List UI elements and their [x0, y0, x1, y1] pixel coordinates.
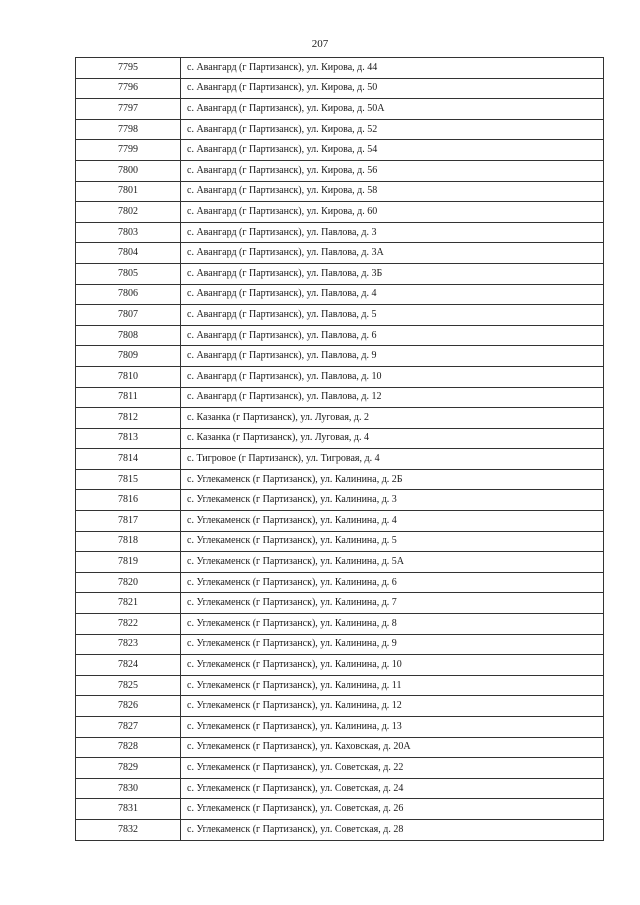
row-number-cell: 7828	[76, 737, 181, 758]
table-row	[76, 243, 604, 264]
row-number-cell: 7823	[76, 634, 181, 655]
row-number-cell: 7826	[76, 696, 181, 717]
address-cell: с. Казанка (г Партизанск), ул. Луговая, д. 4	[181, 428, 604, 449]
row-number-cell: 7820	[76, 572, 181, 593]
row-number-cell: 7822	[76, 614, 181, 635]
table-row	[76, 511, 604, 532]
row-number-cell: 7814	[76, 449, 181, 470]
address-cell: с. Авангард (г Партизанск), ул. Кирова, д. 52	[181, 119, 604, 140]
table-row	[76, 78, 604, 99]
address-cell: с. Авангард (г Партизанск), ул. Кирова, д. 56	[181, 160, 604, 181]
address-cell: с. Авангард (г Партизанск), ул. Павлова, д. 5	[181, 305, 604, 326]
table-row	[76, 469, 604, 490]
table-row	[76, 263, 604, 284]
page-number: 207	[311, 38, 329, 50]
row-number-cell: 7809	[76, 346, 181, 367]
row-number-cell: 7797	[76, 99, 181, 120]
address-cell: с. Углекаменск (г Партизанск), ул. Калинина, д. 8	[181, 614, 604, 635]
table-row	[76, 552, 604, 573]
row-number-cell: 7798	[76, 119, 181, 140]
row-number-cell: 7832	[76, 819, 181, 840]
table-row	[76, 778, 604, 799]
row-number-cell: 7813	[76, 428, 181, 449]
address-cell: с. Авангард (г Партизанск), ул. Кирова, д. 54	[181, 140, 604, 161]
address-cell: с. Авангард (г Партизанск), ул. Кирова, д. 50	[181, 78, 604, 99]
row-number-cell: 7803	[76, 222, 181, 243]
address-cell: с. Углекаменск (г Партизанск), ул. Калинина, д. 5А	[181, 552, 604, 573]
row-number-cell: 7808	[76, 325, 181, 346]
address-cell: с. Казанка (г Партизанск), ул. Луговая, д. 2	[181, 408, 604, 429]
address-cell: с. Авангард (г Партизанск), ул. Кирова, д. 50А	[181, 99, 604, 120]
row-number-cell: 7806	[76, 284, 181, 305]
address-cell: с. Тигровое (г Партизанск), ул. Тигровая, д. 4	[181, 449, 604, 470]
row-number-cell: 7827	[76, 717, 181, 738]
table-row	[76, 819, 604, 840]
address-cell: с. Углекаменск (г Партизанск), ул. Советская, д. 26	[181, 799, 604, 820]
address-cell: с. Авангард (г Партизанск), ул. Павлова, д. 3	[181, 222, 604, 243]
address-cell: с. Авангард (г Партизанск), ул. Павлова, д. 4	[181, 284, 604, 305]
table-row	[76, 717, 604, 738]
row-number-cell: 7810	[76, 366, 181, 387]
row-number-cell: 7801	[76, 181, 181, 202]
table-row	[76, 119, 604, 140]
row-number-cell: 7804	[76, 243, 181, 264]
row-number-cell: 7815	[76, 469, 181, 490]
address-cell: с. Углекаменск (г Партизанск), ул. Калинина, д. 7	[181, 593, 604, 614]
table-row	[76, 531, 604, 552]
address-cell: с. Углекаменск (г Партизанск), ул. Калинина, д. 2Б	[181, 469, 604, 490]
table-row	[76, 202, 604, 223]
table-row	[76, 284, 604, 305]
table-row	[76, 799, 604, 820]
row-number-cell: 7796	[76, 78, 181, 99]
row-number-cell: 7800	[76, 160, 181, 181]
address-cell: с. Авангард (г Партизанск), ул. Павлова, д. 6	[181, 325, 604, 346]
address-cell: с. Углекаменск (г Партизанск), ул. Калинина, д. 13	[181, 717, 604, 738]
address-cell: с. Углекаменск (г Партизанск), ул. Советская, д. 28	[181, 819, 604, 840]
address-cell: с. Углекаменск (г Партизанск), ул. Калинина, д. 4	[181, 511, 604, 532]
row-number-cell: 7825	[76, 675, 181, 696]
row-number-cell: 7830	[76, 778, 181, 799]
table-row	[76, 696, 604, 717]
table-row	[76, 593, 604, 614]
address-cell: с. Авангард (г Партизанск), ул. Павлова, д. 10	[181, 366, 604, 387]
address-cell: с. Углекаменск (г Партизанск), ул. Советская, д. 22	[181, 758, 604, 779]
row-number-cell: 7831	[76, 799, 181, 820]
table-row	[76, 160, 604, 181]
table-row	[76, 614, 604, 635]
row-number-cell: 7812	[76, 408, 181, 429]
address-cell: с. Авангард (г Партизанск), ул. Павлова, д. 12	[181, 387, 604, 408]
address-cell: с. Авангард (г Партизанск), ул. Павлова, д. 3А	[181, 243, 604, 264]
address-cell: с. Углекаменск (г Партизанск), ул. Каховская, д. 20А	[181, 737, 604, 758]
row-number-cell: 7807	[76, 305, 181, 326]
address-cell: с. Углекаменск (г Партизанск), ул. Калинина, д. 3	[181, 490, 604, 511]
table-row	[76, 408, 604, 429]
row-number-cell: 7795	[76, 58, 181, 79]
row-number-cell: 7824	[76, 655, 181, 676]
row-number-cell: 7817	[76, 511, 181, 532]
table-row	[76, 655, 604, 676]
table-row	[76, 387, 604, 408]
row-number-cell: 7829	[76, 758, 181, 779]
table-row	[76, 428, 604, 449]
table-row	[76, 325, 604, 346]
address-cell: с. Углекаменск (г Партизанск), ул. Советская, д. 24	[181, 778, 604, 799]
table-row	[76, 140, 604, 161]
table-row	[76, 58, 604, 79]
table-row	[76, 737, 604, 758]
table-row	[76, 222, 604, 243]
table-row	[76, 490, 604, 511]
row-number-cell: 7816	[76, 490, 181, 511]
row-number-cell: 7802	[76, 202, 181, 223]
table-row	[76, 99, 604, 120]
address-cell: с. Авангард (г Партизанск), ул. Павлова, д. 9	[181, 346, 604, 367]
row-number-cell: 7811	[76, 387, 181, 408]
row-number-cell: 7799	[76, 140, 181, 161]
address-cell: с. Углекаменск (г Партизанск), ул. Калинина, д. 11	[181, 675, 604, 696]
table-row	[76, 305, 604, 326]
table-row	[76, 366, 604, 387]
table-row	[76, 181, 604, 202]
address-cell: с. Углекаменск (г Партизанск), ул. Калинина, д. 5	[181, 531, 604, 552]
table-row	[76, 346, 604, 367]
address-table-body	[76, 58, 604, 841]
table-row	[76, 572, 604, 593]
table-row	[76, 634, 604, 655]
address-cell: с. Авангард (г Партизанск), ул. Кирова, д. 60	[181, 202, 604, 223]
address-cell: с. Углекаменск (г Партизанск), ул. Калинина, д. 6	[181, 572, 604, 593]
table-row	[76, 675, 604, 696]
row-number-cell: 7821	[76, 593, 181, 614]
address-cell: с. Углекаменск (г Партизанск), ул. Калинина, д. 12	[181, 696, 604, 717]
table-row	[76, 758, 604, 779]
address-cell: с. Авангард (г Партизанск), ул. Кирова, д. 44	[181, 58, 604, 79]
address-cell: с. Авангард (г Партизанск), ул. Павлова, д. 3Б	[181, 263, 604, 284]
table-row	[76, 449, 604, 470]
address-cell: с. Авангард (г Партизанск), ул. Кирова, д. 58	[181, 181, 604, 202]
address-cell: с. Углекаменск (г Партизанск), ул. Калинина, д. 9	[181, 634, 604, 655]
address-cell: с. Углекаменск (г Партизанск), ул. Калинина, д. 10	[181, 655, 604, 676]
row-number-cell: 7819	[76, 552, 181, 573]
row-number-cell: 7818	[76, 531, 181, 552]
address-table	[75, 57, 604, 841]
row-number-cell: 7805	[76, 263, 181, 284]
